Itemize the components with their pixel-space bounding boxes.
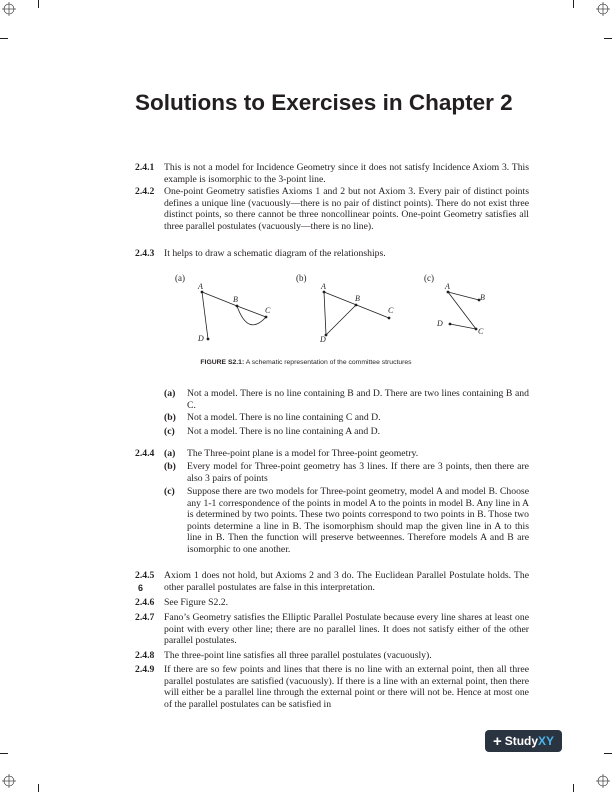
exercise-solution bbox=[135, 248, 529, 260]
point-a bbox=[447, 291, 450, 294]
exercise-text: One-point Geometry satisfies Axioms 1 and 2 but not Axiom 3. Every pair of distinct points defines a unique line (vacuously—there is no pair of distinct points). There do not exist three distinct points, so there cannot be three noncollinear points. One-point Geometry satisfies all three parallel postulates (vacuously—there is no line). bbox=[164, 186, 529, 232]
exercise-solution bbox=[135, 162, 529, 185]
subitem-text: The Three-point plane is a model for Three-point geometry. bbox=[187, 448, 419, 459]
subitem-label: (a) bbox=[164, 388, 176, 399]
exercise-number: 2.4.8 bbox=[135, 650, 155, 661]
exercise-solution bbox=[135, 650, 529, 662]
crop-mark bbox=[573, 784, 574, 792]
logo-text-study: Study bbox=[504, 734, 539, 748]
point-a bbox=[201, 291, 204, 294]
panel-label: (b) bbox=[296, 273, 307, 283]
point-label: D bbox=[437, 319, 443, 328]
committee-structures-figure bbox=[160, 268, 500, 353]
registration-mark-icon bbox=[2, 774, 16, 788]
panel-label: (c) bbox=[424, 273, 434, 283]
exercise-number: 2.4.4 bbox=[135, 448, 155, 459]
exercise-subitem bbox=[164, 486, 529, 555]
point-label: C bbox=[265, 306, 271, 315]
line-d-c bbox=[450, 324, 476, 329]
point-d bbox=[207, 338, 210, 341]
subitem-text: Every model for Three-point geometry has 3 lines. If there are 3 points, then there are also 3 pairs of points bbox=[187, 461, 529, 484]
exercise-text: It helps to draw a schematic diagram of the relationships. bbox=[164, 248, 386, 259]
line-d-b bbox=[326, 305, 356, 335]
exercise-solution bbox=[135, 612, 529, 647]
registration-mark-icon bbox=[596, 2, 610, 16]
chapter-title: Solutions to Exercises in Chapter 2 bbox=[135, 90, 513, 115]
line-a-b bbox=[202, 292, 237, 306]
exercise-number: 2.4.2 bbox=[135, 186, 155, 197]
subitem-text: Not a model. There is no line containing B and D. There are two lines containing B and C. bbox=[187, 388, 529, 411]
exercise-number: 2.4.9 bbox=[135, 664, 155, 675]
exercise-number: 2.4.1 bbox=[135, 162, 155, 173]
panel-a-diagram bbox=[197, 282, 271, 343]
crop-mark bbox=[0, 38, 8, 39]
exercise-solution bbox=[135, 570, 529, 593]
crop-mark bbox=[604, 38, 612, 39]
point-c bbox=[265, 316, 268, 319]
exercise-solution bbox=[135, 186, 529, 232]
point-d bbox=[449, 323, 452, 326]
crop-mark bbox=[38, 0, 39, 8]
figure-caption-text: A schematic representation of the committee structures bbox=[245, 359, 412, 366]
panel-label: (a) bbox=[175, 273, 185, 283]
point-label: C bbox=[388, 306, 394, 315]
subitem-label: (b) bbox=[164, 461, 176, 472]
subitem-label: (c) bbox=[164, 486, 175, 497]
registration-mark-icon bbox=[2, 2, 16, 16]
point-label: A bbox=[198, 282, 203, 291]
exercise-number: 2.4.7 bbox=[135, 612, 155, 623]
point-c bbox=[388, 317, 391, 320]
studyxy-logo bbox=[485, 730, 562, 752]
crop-mark bbox=[604, 753, 612, 754]
exercise-subitem bbox=[164, 461, 529, 484]
subitem-text: Not a model. There is no line containing C and D. bbox=[187, 412, 381, 423]
exercise-subitem bbox=[164, 412, 529, 424]
exercise-number: 2.4.3 bbox=[135, 248, 155, 259]
panel-b-diagram bbox=[319, 282, 394, 344]
subitem-label: (a) bbox=[164, 448, 176, 459]
logo-text-xy: XY bbox=[538, 734, 555, 748]
panel-c-diagram bbox=[436, 282, 485, 336]
exercise-number: 2.4.5 bbox=[135, 570, 155, 581]
registration-mark-icon bbox=[596, 774, 610, 788]
exercise-solution bbox=[135, 664, 529, 710]
point-label: D bbox=[320, 335, 326, 344]
figure-caption bbox=[0, 359, 612, 366]
exercise-subitem bbox=[164, 388, 529, 411]
point-b bbox=[236, 305, 239, 308]
crop-mark bbox=[0, 753, 8, 754]
page-number: 6 bbox=[138, 583, 144, 593]
figure-caption-label: FIGURE S2.1: bbox=[200, 359, 245, 366]
line-a-d bbox=[202, 292, 208, 339]
point-c bbox=[475, 328, 478, 331]
plus-icon: + bbox=[492, 732, 502, 750]
point-label: A bbox=[445, 282, 450, 291]
exercise-subitem bbox=[164, 448, 529, 460]
point-label: C bbox=[478, 327, 484, 336]
logo-text bbox=[505, 734, 554, 748]
subitem-label: (b) bbox=[164, 412, 176, 423]
exercise-text: Fano’s Geometry satisfies the Elliptic Parallel Postulate because every line shares at least one point with every other line; there are no parallel lines. It does not satisfy either of the other parallel postulates. bbox=[164, 612, 529, 646]
exercise-text: The three-point line satisfies all three parallel postulates (vacuously). bbox=[164, 650, 432, 661]
exercise-solution bbox=[135, 597, 529, 609]
point-a bbox=[323, 291, 326, 294]
subitem-label: (c) bbox=[164, 426, 175, 437]
crop-mark bbox=[38, 784, 39, 792]
exercise-number: 2.4.6 bbox=[135, 597, 155, 608]
exercise-text: See Figure S2.2. bbox=[164, 597, 229, 608]
exercise-text: Axiom 1 does not hold, but Axioms 2 and 3 do. The Euclidean Parallel Postulate holds. The other parallel postulates are false in this interpretation. bbox=[164, 570, 529, 593]
point-label: B bbox=[233, 295, 238, 304]
point-label: A bbox=[321, 282, 326, 291]
subitem-text: Not a model. There is no line containing A and D. bbox=[187, 426, 380, 437]
line-a-d bbox=[324, 292, 326, 335]
point-b bbox=[355, 304, 358, 307]
line-a-c bbox=[448, 292, 476, 329]
crop-mark bbox=[573, 0, 574, 8]
exercise-text: If there are so few points and lines that there is no line with an external point, then all three parallel postulates are satisfied (vacuously). If there is a line with an external point, then there will either be a parallel line through the external point or there will not be. Hence at most one of the parallel postulates can be satisfied in bbox=[164, 664, 529, 710]
exercise-text: This is not a model for Incidence Geometry since it does not satisfy Incidence Axiom 3. This example is isomorphic to the 3-point line. bbox=[164, 162, 529, 185]
point-label: D bbox=[198, 334, 204, 343]
point-label: B bbox=[355, 294, 360, 303]
exercise-subitem bbox=[164, 426, 529, 438]
subitem-text: Suppose there are two models for Three-point geometry, model A and model B. Choose any 1-1 correspondence of the points in model A to the points in model B. Any line in A is determined by two points. These two points correspond to two points in B. Those two points determine a line in B. The isomorphism should map the given line in A to this line in B. Then the function will preserve betweennes. Therefore models A and B are isomorphic to one another. bbox=[187, 486, 529, 555]
point-label: B bbox=[480, 293, 485, 302]
